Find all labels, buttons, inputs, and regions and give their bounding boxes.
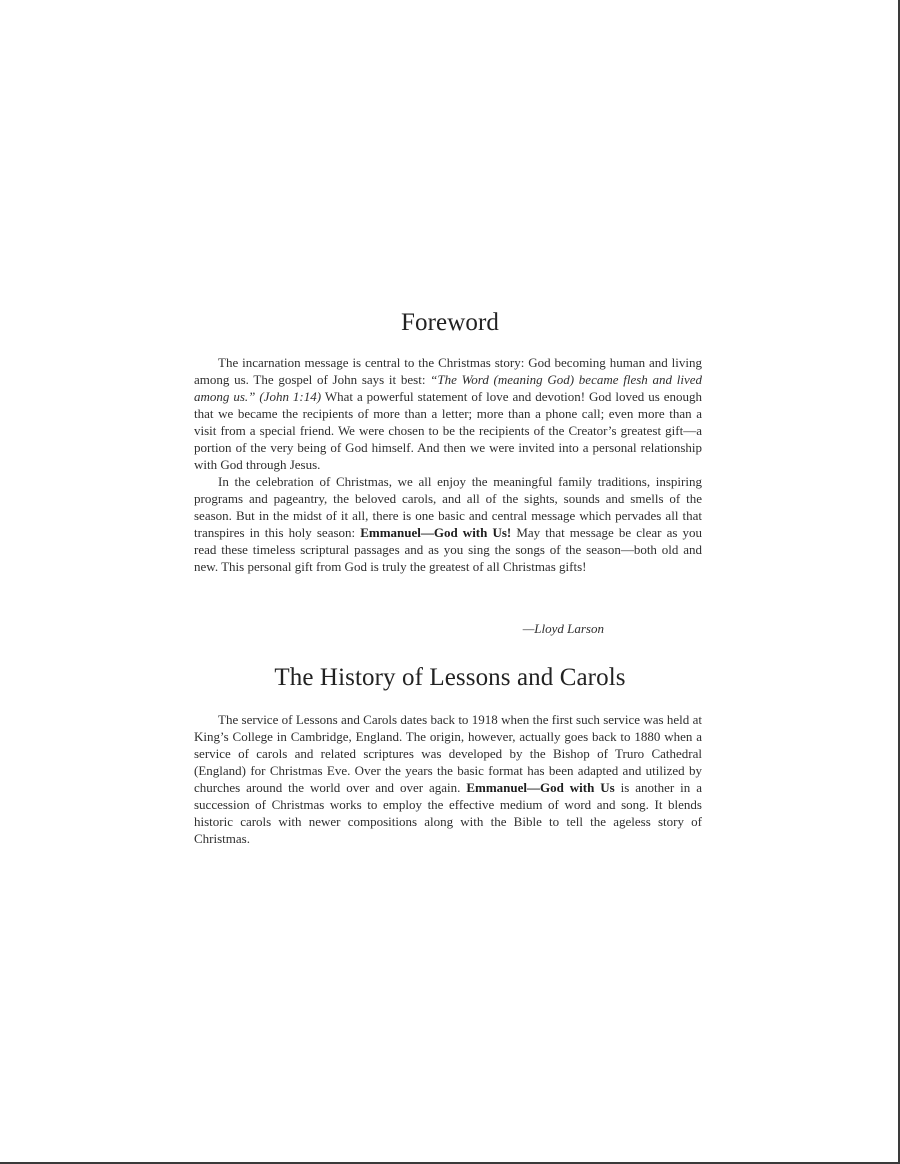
history-paragraph-1 [194, 711, 702, 847]
foreword-paragraph-1 [194, 354, 702, 473]
history-p1-rest: is another in a succession of Christmas works to employ the effective medium of word and song. It blends historic carols with newer compositions along with the Bible to tell the ageless story of Christmas. [194, 780, 702, 846]
foreword-p2-rest: May that message be clear as you read these timeless scriptural passages and as you sing the songs of the season—both old and new. This personal gift from God is truly the greatest of all Christmas gifts! [194, 525, 702, 574]
john-quote: “The Word (meaning God) became flesh and lived among us.” (John 1:14) [194, 372, 702, 404]
foreword-p2-intro: In the celebration of Christmas, we all enjoy the meaningful family traditions, inspiring programs and pageantry, the beloved carols, and all of the sights, sounds and smells of the season. But in the midst of it all, there is one basic and central message which pervades all that transpires in this holy season: [194, 474, 702, 540]
foreword-paragraph-2 [194, 473, 702, 575]
foreword-attribution: —Lloyd Larson [522, 621, 604, 636]
foreword-p1-intro: The incarnation message is central to the Christmas story: God becoming human and living among us. The gospel of John says it best: [194, 355, 702, 387]
foreword-title: Foreword [400, 309, 499, 336]
history-p1-intro: The service of Lessons and Carols dates back to 1918 when the first such service was held at King’s College in Cambridge, England. The origin, however, actually goes back to 1880 when a service of carols and related scriptures was developed by the Bishop of Truro Cathedral (England) for Christmas Eve. Over the years the basic format has been adapted and utilized by churches around the world over and over again. [194, 712, 702, 795]
foreword-emphasis: Emmanuel—God with Us! [360, 525, 512, 540]
history-title: The History of Lessons and Carols [274, 664, 626, 691]
history-emphasis: Emmanuel—God with Us [466, 780, 615, 795]
foreword-body [194, 354, 702, 575]
foreword-p1-rest: What a powerful statement of love and devotion! God loved us enough that we became the recipients of more than a letter; more than a phone call; even more than a visit from a special friend. We were chosen to be the recipients of the Creator’s greatest gift—a portion of the very being of God himself. And then we were invited into a personal relationship with God through Jesus. [194, 389, 703, 472]
history-body [194, 711, 702, 847]
